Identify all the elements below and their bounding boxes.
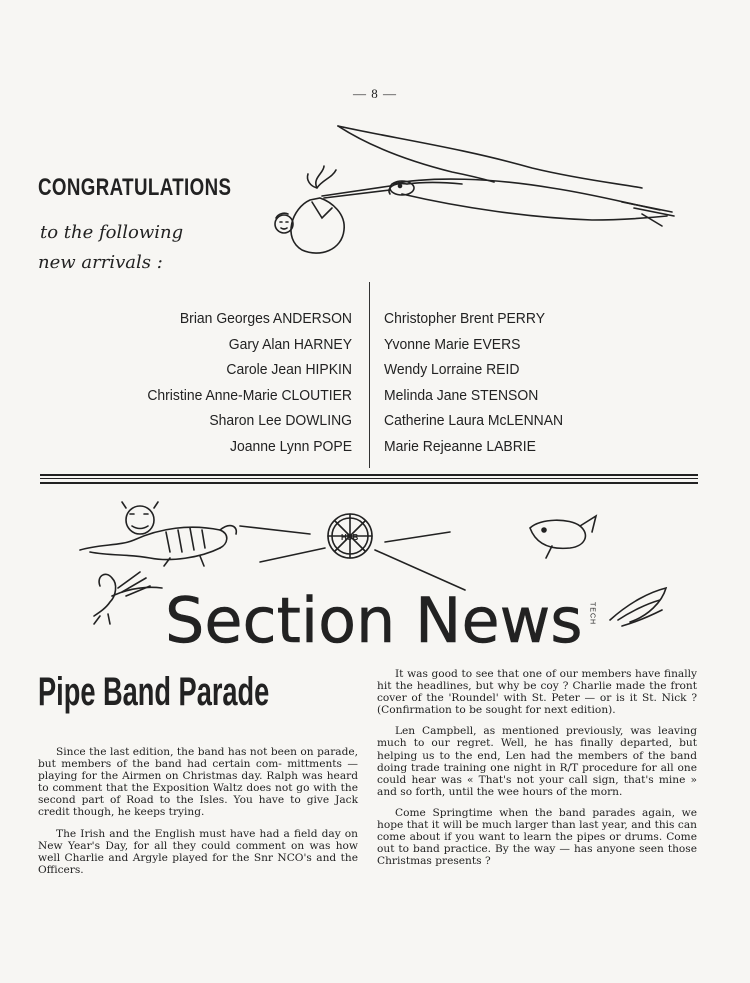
article-paragraph: Come Springtime when the band parades again, we hope that it will be much larger than last year, and this can come about if you want to learn the pipes or drums. Come out to band practice. By the way — has anyone seen those Christmas presents ?	[377, 806, 697, 868]
arrivals-divider	[369, 282, 370, 468]
section-news-banner	[70, 492, 680, 662]
article-paragraph: It was good to see that one of our members have finally hit the headlines, but why be coy ? Charlie made the front cover of the 'Roundel' with St. Peter — or is it St. Nick ? (Confirmation to be sought for next edition).	[377, 668, 697, 717]
arrival-name: Christopher Brent PERRY	[384, 310, 546, 327]
arrival-name: Yvonne Marie EVERS	[384, 335, 521, 353]
tech-label: TECH	[588, 602, 596, 626]
stork-illustration	[262, 118, 682, 268]
arrival-name: Sharon Lee DOWLING	[209, 412, 352, 430]
article-paragraph: Len Campbell, as mentioned previously, was leaving much to our regret. Well, he has finally departed, but helping us to the end, Len had the members of the band doing trade training one night in R/T procedure for all one could hear was « That's not your call sign, that's mine » and so forth, until the wee hours of the morn.	[377, 725, 697, 798]
article-paragraph: The Irish and the English must have had a field day on New Year's Day, for all they could comment on was how well Charlie and Argyle played for the Snr NCO's and the Officers.	[38, 827, 358, 876]
arrival-name: Joanne Lynn POPE	[229, 437, 352, 455]
article-title: Pipe Band Parade	[38, 670, 270, 714]
arrival-name: Catherine Laura McLENNAN	[384, 412, 564, 430]
arrival-name: Gary Alan HARNEY	[228, 335, 352, 353]
article-column-left	[38, 746, 358, 885]
arrivals-list-right	[384, 306, 684, 460]
arrival-name: Carole Jean HIPKIN	[226, 361, 352, 379]
article-paragraph: Since the last edition, the band has not been on parade, but members of the band had certain com- mittments — playing for the Airmen on Christmas day. Ralph was heard to comment that the Exposition Waltz does not go with the second part of Road to the Isles. You have to give Jack credit though, he keeps trying.	[38, 746, 358, 819]
airplane-fish-icon	[530, 516, 596, 558]
arrival-name: Marie Rejeanne LABRIE	[384, 437, 536, 455]
arrival-name: Christine Anne-Marie CLOUTIER	[147, 386, 352, 404]
article-column-right	[377, 668, 697, 876]
section-rule	[40, 474, 698, 476]
arrival-name: Brian Georges ANDERSON	[179, 310, 352, 327]
arrival-name: Melinda Jane STENSON	[384, 386, 539, 404]
congratulations-heading: CONGRATULATIONS	[38, 174, 232, 201]
arrival-name: Wendy Lorraine REID	[384, 361, 520, 379]
congratulations-subheading-1: to the following	[40, 222, 184, 243]
section-rule	[40, 478, 698, 479]
griffin-icon	[94, 572, 162, 624]
wings-icon	[610, 588, 666, 626]
page-number: — 8 —	[353, 86, 397, 101]
congratulations-subheading-2: new arrivals :	[38, 252, 163, 273]
arrivals-list-left	[80, 306, 352, 460]
section-rule	[40, 482, 698, 484]
tiger-icon	[80, 502, 236, 566]
section-news-title: Section News	[165, 584, 583, 657]
hub-label: HUB	[341, 533, 359, 542]
